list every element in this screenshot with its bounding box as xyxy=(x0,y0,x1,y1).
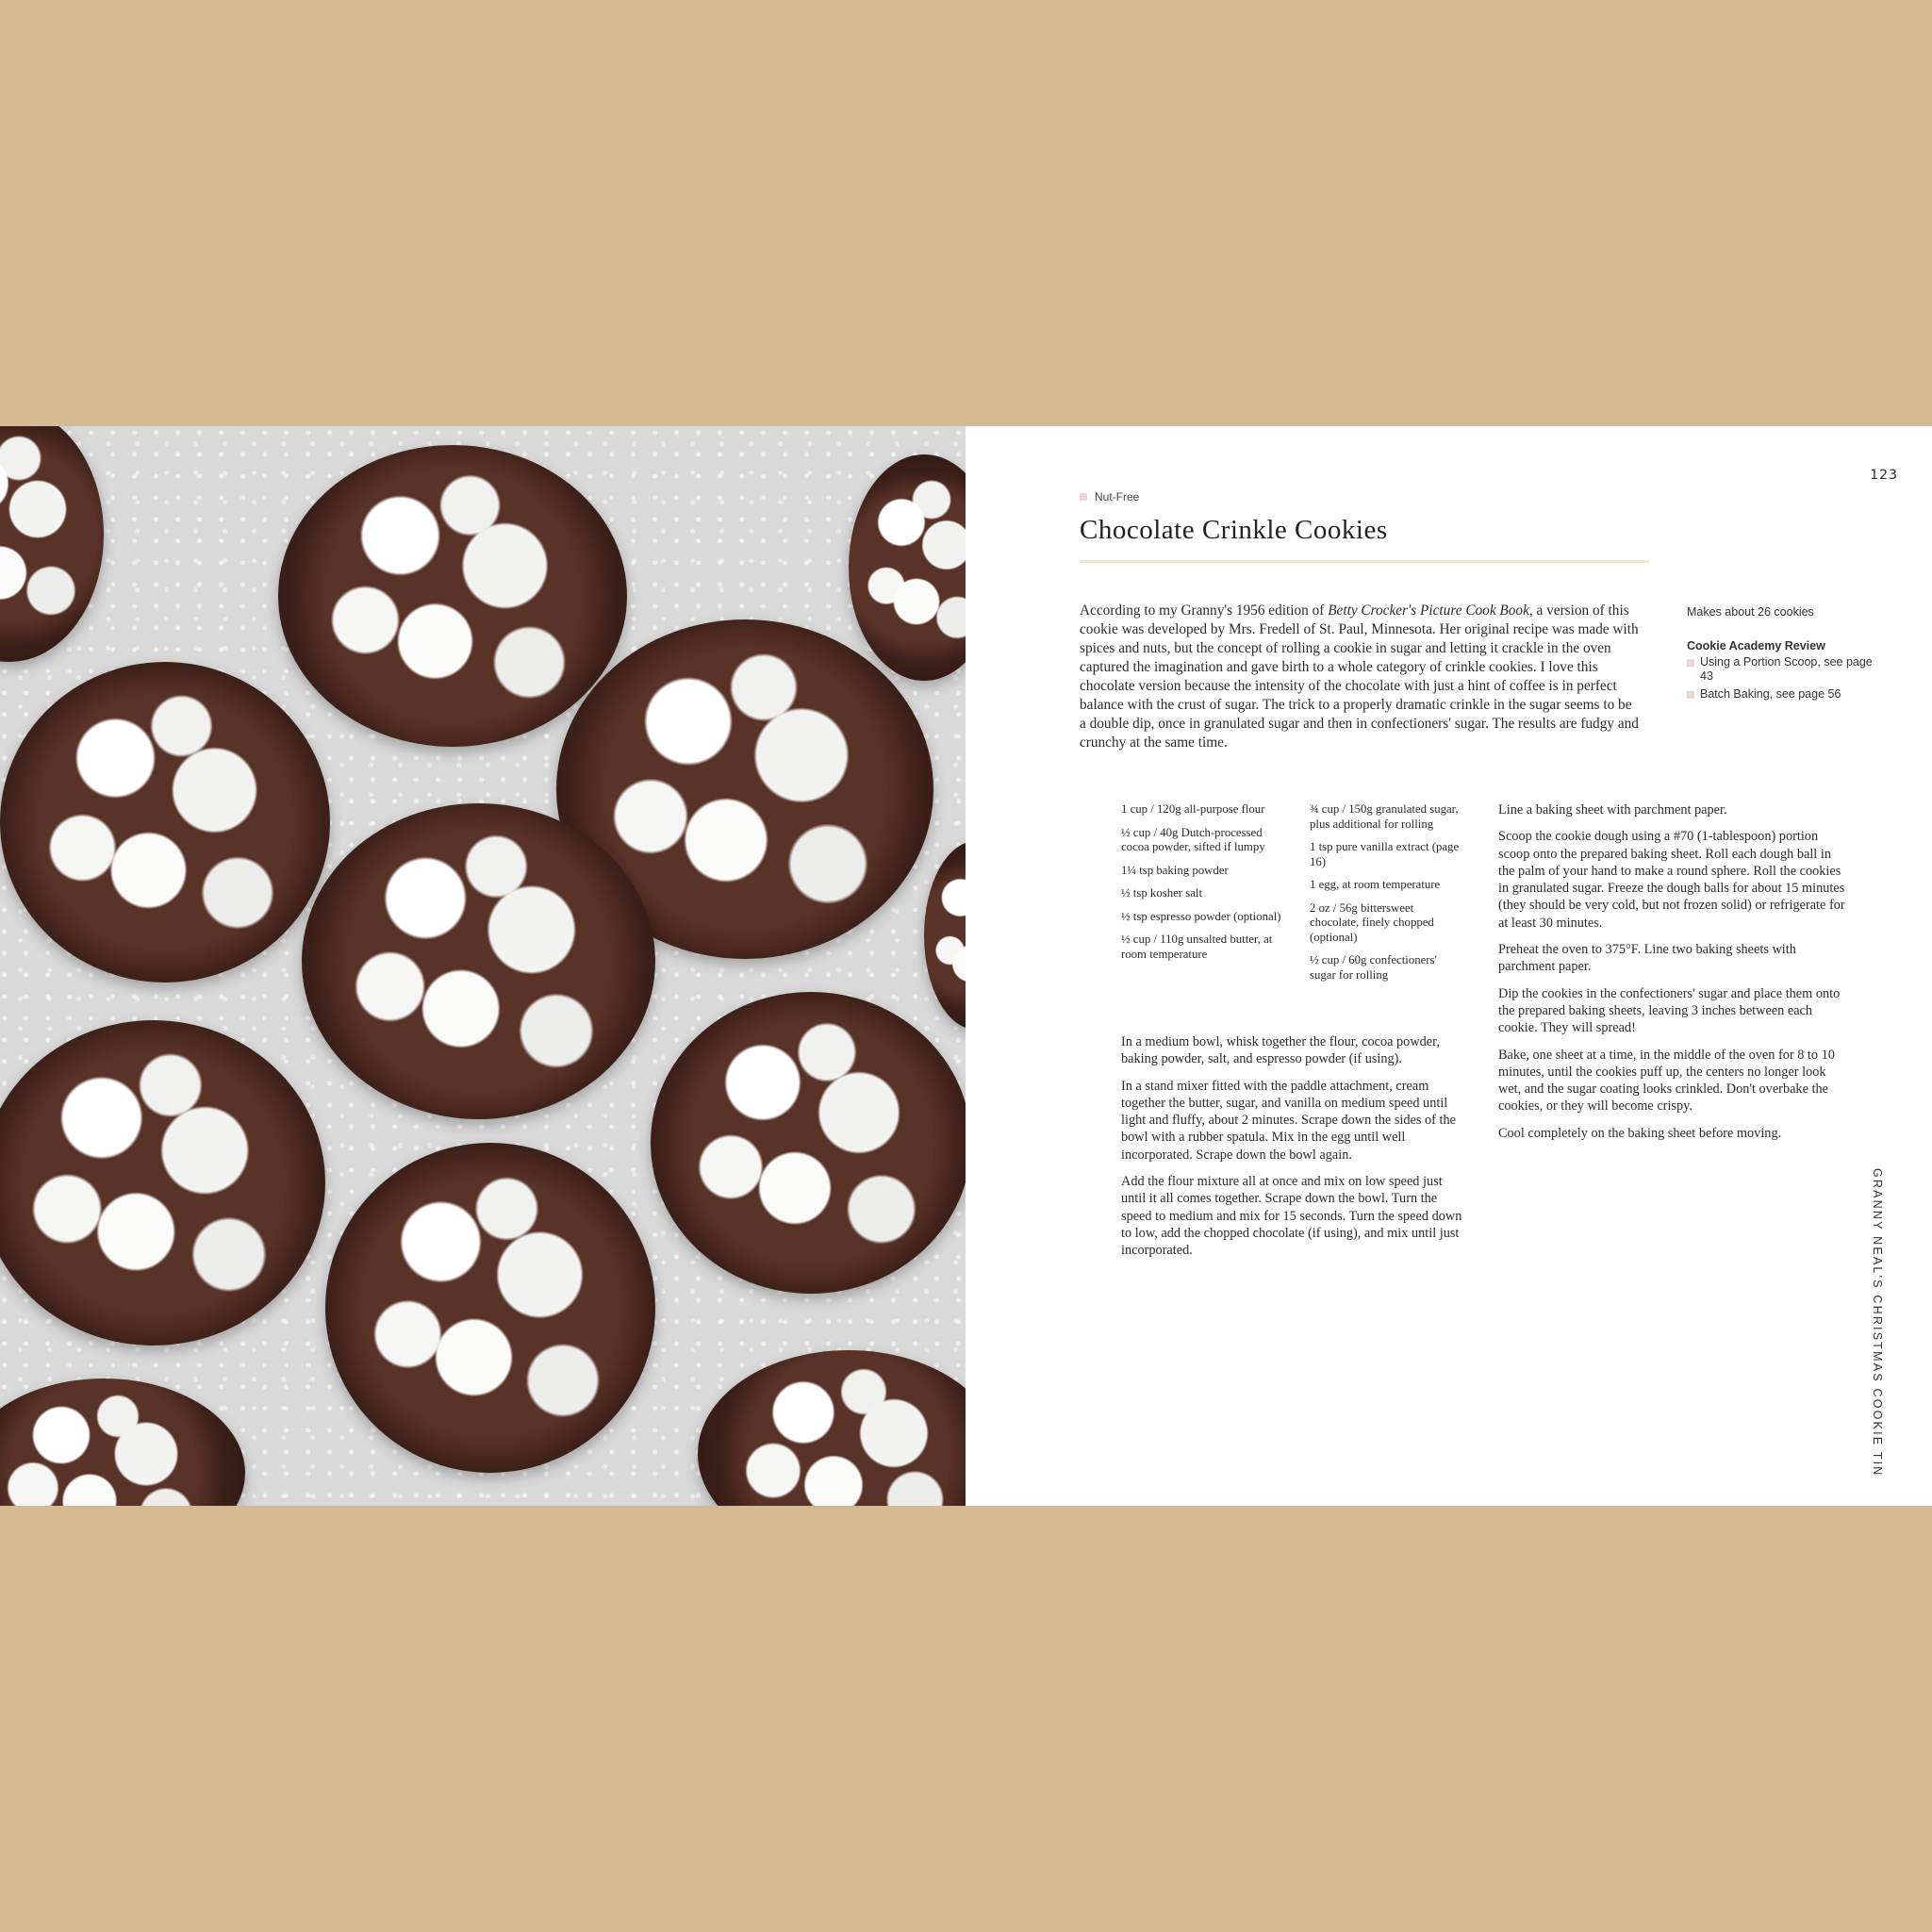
cookie xyxy=(302,803,655,1119)
cookie xyxy=(0,1379,245,1506)
method-step: Add the flour mixture all at once and mix on low speed just until it all comes together. Scrape down the bowl. Turn the speed to medium and mix for 15 seconds. Turn the speed down to low, add the chopped chocolate (if using), and mix until just incorporated. xyxy=(1121,1174,1462,1259)
cookie xyxy=(0,662,330,983)
method-step: Cool completely on the baking sheet before moving. xyxy=(1498,1125,1782,1141)
intro-book-title: Betty Crocker's Picture Cook Book xyxy=(1328,603,1529,619)
recipe-yield: Makes about 26 cookies xyxy=(1687,605,1814,619)
method-column-1 xyxy=(1121,1033,1468,1269)
method-step: Bake, one sheet at a time, in the middle of the oven for 8 to 10 minutes, until the cookies puff up, the centers no longer look wet, and the sugar coating looks crinkled. Don't overbake the cookies, or they will become crispy. xyxy=(1498,1047,1835,1115)
review-ref-text: Using a Portion Scoop, see page 43 xyxy=(1700,655,1873,683)
ingredient: ½ cup / 40g Dutch-processed cocoa powder, sifted if lumpy xyxy=(1121,825,1265,853)
method-step: In a medium bowl, whisk together the flour, cocoa powder, baking powder, salt, and espresso powder (if using). xyxy=(1121,1034,1440,1067)
ingredient: 1 egg, at room temperature xyxy=(1310,878,1441,891)
method-column-2 xyxy=(1498,801,1847,1151)
ingredient: ¾ cup / 150g granulated sugar, plus additional for rolling xyxy=(1310,802,1459,831)
bullet-icon xyxy=(1687,659,1694,667)
tag-marker-icon xyxy=(1080,493,1087,501)
recipe-title: Chocolate Crinkle Cookies xyxy=(1080,515,1388,545)
cookie xyxy=(651,992,966,1294)
title-divider xyxy=(1080,560,1649,563)
cookie xyxy=(924,841,966,1030)
book-spread xyxy=(0,426,1932,1506)
recipe-intro xyxy=(1080,602,1642,752)
review-heading: Cookie Academy Review xyxy=(1687,639,1825,652)
cookie-photo xyxy=(0,426,966,1506)
ingredient: ½ cup / 110g unsalted butter, at room temperature xyxy=(1121,933,1273,961)
cookie xyxy=(849,454,966,681)
cookie xyxy=(0,426,104,662)
ingredient: 2 oz / 56g bittersweet chocolate, finely chopped (optional) xyxy=(1310,900,1434,944)
ingredient: ½ cup / 60g confectioners' sugar for rolling xyxy=(1310,953,1437,982)
tag-label: Nut-Free xyxy=(1095,490,1140,504)
method-step: Dip the cookies in the confectioners' sugar and place them onto the prepared baking sheets, leaving 3 inches between each cookie. They will spread! xyxy=(1498,985,1841,1036)
dietary-tag xyxy=(1080,490,1139,504)
ingredients-column-1 xyxy=(1121,802,1286,970)
bullet-icon xyxy=(1687,691,1694,699)
method-step: Line a baking sheet with parchment paper. xyxy=(1498,802,1727,817)
ingredient: ½ tsp kosher salt xyxy=(1121,886,1203,900)
review-ref xyxy=(1687,655,1885,684)
cookie xyxy=(0,1020,325,1346)
page-number: 123 xyxy=(1870,468,1898,483)
cookie xyxy=(698,1350,966,1506)
ingredient: 1 tsp pure vanilla extract (page 16) xyxy=(1310,840,1460,868)
ingredients-column-2 xyxy=(1310,802,1465,991)
method-step: In a stand mixer fitted with the paddle attachment, cream together the butter, sugar, and vanilla on medium speed until light and fluffy, about 2 minutes. Scrape down the sides of the bowl with a rubber spatula. Mix in the egg until well incorporated. Scrape down the bowl again. xyxy=(1121,1078,1456,1163)
cookie xyxy=(278,445,627,747)
review-ref-text: Batch Baking, see page 56 xyxy=(1700,687,1841,701)
recipe-sidebar xyxy=(1687,605,1885,705)
ingredient: ½ tsp espresso powder (optional) xyxy=(1121,909,1281,923)
review-ref xyxy=(1687,687,1885,702)
method-step: Preheat the oven to 375°F. Line two baking sheets with parchment paper. xyxy=(1498,942,1796,975)
cookie xyxy=(325,1143,655,1473)
recipe-page xyxy=(966,426,1932,1506)
ingredient: 1 cup / 120g all-purpose flour xyxy=(1121,802,1265,816)
intro-lead: According to my Granny's 1956 edition of xyxy=(1080,603,1329,619)
running-head: GRANNY NEAL'S CHRISTMAS COOKIE TIN xyxy=(1871,1168,1884,1478)
intro-rest: , a version of this cookie was developed by Mrs. Fredell of St. Paul, Minnesota. Her original recipe was made with spices and nuts, but the concept of rolling a cookie in sugar and letting it crackle in the oven captured the imagination and gave birth to a whole category of crinkle cookies. I love this chocolate version because the intensity of the chocolate with just a hint of coffee is in perfect balance with the crust of sugar. The trick to a properly dramatic crinkle in the sugar seems to be a double dip, once in granulated sugar and then in confectioners' sugar. The results are fudgy and crunchy at the same time. xyxy=(1080,603,1639,751)
ingredient: 1¼ tsp baking powder xyxy=(1121,863,1229,877)
method-step: Scoop the cookie dough using a #70 (1-tablespoon) portion scoop onto the prepared baking sheet. Roll each dough ball in the palm of your hand to make a round sphere. Roll the cookies in granulated sugar. Freeze the dough balls for about 15 minutes (they should be very cold, but not frozen solid) or refrigerate for at least 30 minutes. xyxy=(1498,829,1845,931)
